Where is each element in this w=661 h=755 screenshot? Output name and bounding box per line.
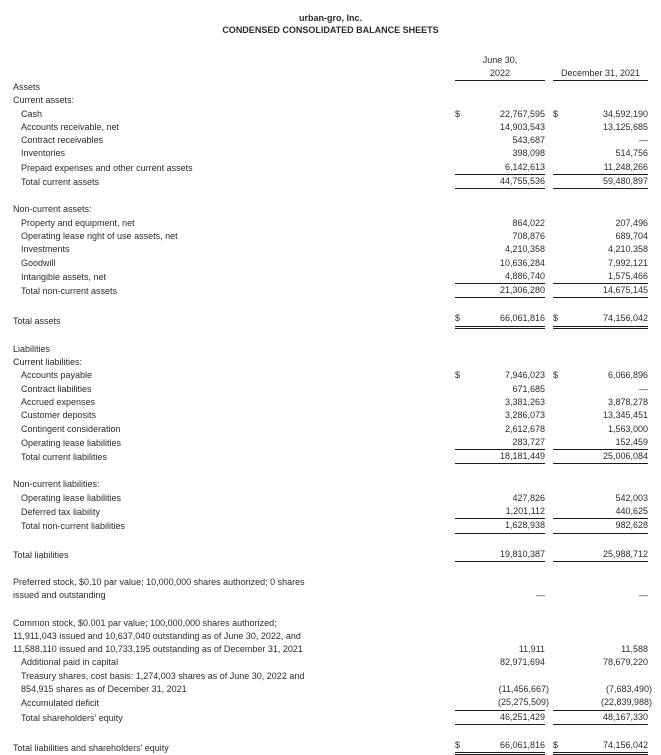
amount-value: 398,098 <box>512 148 545 159</box>
dollar-sign <box>553 134 556 147</box>
dollar-sign <box>455 711 458 724</box>
dollar-sign: $ <box>455 739 461 750</box>
dollar-sign <box>553 161 556 174</box>
amount-cell <box>455 383 545 396</box>
amount-cell <box>455 230 545 243</box>
balance-row <box>13 161 648 175</box>
row-label: Non-current liabilities: <box>13 479 100 490</box>
amount-value: 440,625 <box>615 506 648 517</box>
balance-row <box>13 81 648 94</box>
row-label: Preferred stock, $0.10 par value; 10,000,000 shares authorized; 0 shares issued and outstanding <box>13 576 305 601</box>
amount-value: 514,756 <box>615 148 648 159</box>
balance-row <box>13 478 648 491</box>
dollar-sign <box>553 383 556 396</box>
dollar-sign <box>553 436 556 449</box>
dollar-sign <box>455 284 458 297</box>
row-label: Total liabilities and shareholders' equity <box>13 742 169 753</box>
balance-row <box>13 409 648 422</box>
row-label: Customer deposits <box>21 410 97 421</box>
balance-row <box>13 257 648 270</box>
column-header-row <box>13 54 648 81</box>
balance-row <box>13 492 648 505</box>
amount-value: 152,459 <box>615 436 648 447</box>
amount-cell <box>553 108 648 121</box>
balance-row <box>13 396 648 409</box>
dollar-sign <box>455 134 458 147</box>
amount-cell <box>455 450 545 464</box>
amount-value: (11,456,667) <box>498 683 549 694</box>
row-label: Total current assets <box>21 177 100 188</box>
row-label: Total current liabilities <box>21 452 108 463</box>
dollar-sign <box>553 589 556 602</box>
dollar-sign <box>553 284 556 297</box>
amount-cell <box>455 121 545 134</box>
amount-cell <box>455 257 545 270</box>
amount-value: 1,563,000 <box>607 423 648 434</box>
dollar-sign: $ <box>553 739 559 750</box>
amount-value: 74,156,042 <box>602 739 648 750</box>
amount-value: 4,210,358 <box>607 244 648 255</box>
statement-title: CONDENSED CONSOLIDATED BALANCE SHEETS <box>222 25 439 35</box>
row-label: Common stock, $0.001 par value; 100,000,000 shares authorized; 11,911,043 issued and 10,637,040 outstanding as of June 30, 2022, and 11,588,110 issued and 10,733,195 outstanding as of December 31, 2021 <box>13 617 303 655</box>
amount-value: 689,704 <box>615 230 648 241</box>
amount-value: 708,876 <box>512 230 545 241</box>
balance-row <box>13 670 652 697</box>
amount-cell <box>455 396 545 409</box>
row-label: Current assets: <box>13 95 75 106</box>
amount-value: 14,675,145 <box>602 285 648 296</box>
dollar-sign <box>455 217 458 230</box>
dollar-sign <box>455 147 458 160</box>
amount-cell <box>553 505 648 519</box>
amount-cell <box>455 147 545 160</box>
amount-cell <box>455 284 545 298</box>
amount-value: 543,687 <box>512 135 545 146</box>
dollar-sign <box>455 548 458 561</box>
amount-cell <box>553 369 648 382</box>
dollar-sign <box>455 161 458 174</box>
row-label: Accounts receivable, net <box>21 121 120 132</box>
amount-cell <box>455 548 545 562</box>
amount-value: 66,061,816 <box>499 739 545 750</box>
amount-cell <box>455 683 549 696</box>
column-header-line1: June 30, <box>482 55 518 65</box>
dollar-sign <box>455 121 458 134</box>
amount-cell <box>553 284 648 298</box>
amount-cell <box>553 696 652 710</box>
balance-row <box>13 270 648 284</box>
amount-value: 59,480,897 <box>602 176 648 187</box>
amount-value: 82,971,694 <box>499 657 545 668</box>
amount-value: 13,345,451 <box>602 410 648 421</box>
balance-row <box>13 312 648 328</box>
row-label: Inventories <box>21 148 66 159</box>
dollar-sign <box>455 505 458 518</box>
dollar-sign <box>455 519 458 532</box>
dollar-sign <box>553 450 556 463</box>
company-name: urban-gro, Inc. <box>299 13 362 23</box>
row-label: Intangible assets, net <box>21 271 107 282</box>
amount-value: 13,125,685 <box>602 121 648 132</box>
column-header-label: December 31, 2021 <box>560 68 641 78</box>
amount-cell <box>455 134 545 147</box>
dollar-sign <box>553 656 556 669</box>
amount-cell <box>553 257 648 270</box>
amount-value: 4,886,740 <box>504 270 545 281</box>
amount-cell <box>455 656 545 669</box>
amount-value: 6,066,896 <box>607 370 648 381</box>
amount-cell <box>455 436 545 450</box>
dollar-sign: $ <box>455 370 461 381</box>
row-label: Cash <box>21 108 43 119</box>
amount-value: 46,251,429 <box>499 711 545 722</box>
amount-value: 542,003 <box>615 492 648 503</box>
amount-cell <box>553 217 648 230</box>
dollar-sign <box>553 121 556 134</box>
amount-cell <box>553 589 648 602</box>
row-label: Accumulated deficit <box>21 698 100 709</box>
amount-value: 25,988,712 <box>602 548 648 559</box>
amount-value: 4,210,358 <box>504 244 545 255</box>
amount-cell <box>455 739 545 755</box>
dollar-sign <box>553 519 556 532</box>
amount-value: (25,275,509) <box>497 697 549 708</box>
balance-row <box>13 217 648 230</box>
balance-row <box>13 175 648 189</box>
amount-value: 25,006,084 <box>602 451 648 462</box>
dollar-sign <box>455 492 458 505</box>
dollar-sign <box>455 175 458 188</box>
amount-cell <box>553 134 648 147</box>
dollar-sign <box>553 423 556 436</box>
amount-cell <box>455 711 545 725</box>
dollar-sign <box>553 396 556 409</box>
amount-cell <box>553 656 648 669</box>
amount-cell <box>553 243 648 256</box>
amount-cell <box>455 108 545 121</box>
column-header-line2: 2022 <box>489 68 511 78</box>
row-label: Total non-current assets <box>21 286 118 297</box>
balance-row <box>13 617 648 657</box>
row-label: Operating lease liabilities <box>21 437 122 448</box>
dollar-sign: $ <box>553 313 559 324</box>
dollar-sign <box>553 696 556 709</box>
amount-value: 18,181,449 <box>499 451 545 462</box>
dollar-sign <box>455 643 458 656</box>
row-label: Investments <box>21 244 70 255</box>
row-label: Treasury shares, cost basis: 1,274,003 shares as of June 30, 2022 and 854,915 shares as of December 31, 2021 <box>21 670 305 694</box>
amount-cell <box>553 436 648 450</box>
dollar-sign <box>455 436 458 449</box>
document-title-block <box>13 12 648 36</box>
column-header-june-30-2022 <box>455 54 545 81</box>
balance-row <box>13 230 648 243</box>
dollar-sign <box>553 257 556 270</box>
amount-cell <box>455 589 545 602</box>
amount-cell <box>553 270 648 284</box>
dollar-sign <box>455 257 458 270</box>
dollar-sign <box>455 243 458 256</box>
balance-row <box>13 739 648 755</box>
column-header-line1-spacer <box>553 54 648 67</box>
balance-row <box>13 108 648 121</box>
amount-value: 7,946,023 <box>504 370 545 381</box>
row-label: Additional paid in capital <box>21 657 119 668</box>
row-label: Contract liabilities <box>21 383 92 394</box>
amount-value: 671,685 <box>512 383 545 394</box>
amount-value: 982,628 <box>615 520 648 531</box>
balance-row <box>13 450 648 464</box>
amount-value: 6,142,613 <box>504 161 545 172</box>
balance-row <box>13 343 648 356</box>
row-label: Deferred tax liability <box>21 507 101 518</box>
amount-cell <box>553 121 648 134</box>
balance-row <box>13 94 648 107</box>
balance-row <box>13 696 652 710</box>
dollar-sign <box>553 711 556 724</box>
amount-value: 1,628,938 <box>504 520 545 531</box>
dollar-sign <box>553 270 556 283</box>
amount-cell <box>455 369 545 382</box>
row-label: Contract receivables <box>21 135 104 146</box>
dollar-sign: $ <box>455 313 461 324</box>
amount-value: — <box>639 383 648 394</box>
dollar-sign: $ <box>553 370 559 381</box>
amount-cell <box>553 409 648 422</box>
amount-cell <box>553 396 648 409</box>
balance-sheet-rows <box>13 81 652 755</box>
amount-cell <box>553 312 648 328</box>
dollar-sign <box>455 230 458 243</box>
row-label: Liabilities <box>13 343 51 354</box>
row-label: Total shareholders' equity <box>21 712 123 723</box>
balance-row <box>13 548 648 562</box>
dollar-sign <box>455 270 458 283</box>
amount-value: 3,286,073 <box>504 410 545 421</box>
row-label: Operating lease liabilities <box>21 492 122 503</box>
row-label: Goodwill <box>21 257 56 268</box>
balance-row <box>13 134 648 147</box>
amount-cell <box>553 230 648 243</box>
amount-value: (7,683,490) <box>605 683 652 694</box>
amount-cell <box>553 492 648 505</box>
amount-cell <box>553 711 648 725</box>
balance-row <box>13 656 648 669</box>
balance-row <box>13 576 648 603</box>
row-label: Accounts payable <box>21 370 93 381</box>
row-label: Contingent consideration <box>21 423 121 434</box>
dollar-sign: $ <box>455 108 461 119</box>
balance-row <box>13 519 648 533</box>
dollar-sign <box>455 656 458 669</box>
row-label: Assets <box>13 82 41 92</box>
balance-row <box>13 147 648 160</box>
amount-value: — <box>639 590 648 601</box>
amount-cell <box>455 161 545 175</box>
dollar-sign <box>455 683 458 696</box>
dollar-sign <box>553 643 556 656</box>
amount-cell <box>455 270 545 284</box>
amount-cell <box>553 161 648 175</box>
dollar-sign <box>553 230 556 243</box>
dollar-sign <box>455 589 458 602</box>
balance-row <box>13 369 648 382</box>
amount-value: 1,201,112 <box>505 506 545 517</box>
amount-cell <box>455 409 545 422</box>
row-label: Total liabilities <box>13 549 69 560</box>
row-label: Operating lease right of use assets, net <box>21 230 178 241</box>
amount-cell <box>553 147 648 160</box>
amount-value: 74,156,042 <box>602 313 648 324</box>
amount-value: 21,306,280 <box>499 285 545 296</box>
amount-value: 7,992,121 <box>607 257 648 268</box>
amount-value: 207,496 <box>615 217 648 228</box>
amount-cell <box>553 383 648 396</box>
amount-value: 283,727 <box>512 436 545 447</box>
balance-row <box>13 436 648 450</box>
row-label: Current liabilities: <box>13 357 83 368</box>
amount-value: 864,022 <box>512 217 545 228</box>
amount-value: 427,826 <box>512 492 545 503</box>
row-label: Total assets <box>13 316 61 327</box>
amount-value: 19,810,387 <box>499 548 545 559</box>
amount-cell <box>553 739 648 755</box>
row-label: Total non-current liabilities <box>21 521 126 532</box>
balance-row <box>13 203 648 216</box>
dollar-sign <box>553 217 556 230</box>
amount-value: 22,767,595 <box>499 108 545 119</box>
amount-cell <box>455 217 545 230</box>
dollar-sign <box>553 548 556 561</box>
row-label: Property and equipment, net <box>21 217 135 228</box>
row-label: Non-current assets: <box>13 204 92 215</box>
balance-row <box>13 383 648 396</box>
amount-value: 78,679,220 <box>602 657 648 668</box>
amount-value: 44,755,536 <box>499 176 545 187</box>
amount-cell <box>455 312 545 328</box>
balance-row <box>13 505 648 519</box>
dollar-sign <box>553 492 556 505</box>
balance-row <box>13 121 648 134</box>
amount-cell <box>455 643 545 656</box>
amount-value: — <box>639 135 648 146</box>
dollar-sign <box>553 243 556 256</box>
dollar-sign <box>553 409 556 422</box>
balance-row <box>13 423 648 436</box>
balance-row <box>13 284 648 298</box>
amount-value: (22,839,988) <box>600 697 652 708</box>
dollar-sign <box>553 505 556 518</box>
amount-value: 2,612,678 <box>504 423 545 434</box>
amount-value: 3,381,263 <box>504 396 545 407</box>
amount-cell <box>455 492 545 505</box>
amount-cell <box>455 519 545 533</box>
amount-cell <box>553 423 648 436</box>
amount-value: 11,911 <box>518 644 545 655</box>
amount-cell <box>455 696 549 710</box>
amount-cell <box>455 423 545 436</box>
balance-row <box>13 356 648 369</box>
amount-value: 1,575,466 <box>607 270 648 281</box>
column-header-december-31-2021 <box>553 54 648 81</box>
amount-cell <box>553 175 648 189</box>
balance-row <box>13 711 648 725</box>
amount-cell <box>455 175 545 189</box>
amount-cell <box>455 243 545 256</box>
dollar-sign <box>455 383 458 396</box>
amount-value: 10,636,284 <box>499 257 545 268</box>
dollar-sign: $ <box>553 108 559 119</box>
amount-cell <box>553 643 648 656</box>
amount-value: 11,588 <box>621 644 648 655</box>
dollar-sign <box>553 147 556 160</box>
dollar-sign <box>455 696 458 709</box>
amount-cell <box>553 683 652 696</box>
row-label: Accrued expenses <box>21 396 96 407</box>
dollar-sign <box>553 175 556 188</box>
amount-cell <box>553 548 648 562</box>
amount-cell <box>553 450 648 464</box>
amount-value: — <box>536 590 545 601</box>
dollar-sign <box>455 396 458 409</box>
dollar-sign <box>455 423 458 436</box>
balance-row <box>13 243 648 256</box>
dollar-sign <box>455 409 458 422</box>
amount-value: 3,878,278 <box>607 396 648 407</box>
row-label: Prepaid expenses and other current assets <box>21 162 193 173</box>
dollar-sign <box>553 683 556 696</box>
amount-cell <box>455 505 545 519</box>
amount-cell <box>553 519 648 533</box>
amount-value: 14,903,543 <box>499 121 545 132</box>
amount-value: 34,592,190 <box>602 108 648 119</box>
dollar-sign <box>455 450 458 463</box>
amount-value: 11,248,266 <box>603 161 648 172</box>
amount-value: 66,061,816 <box>499 313 545 324</box>
amount-value: 48,167,330 <box>602 711 648 722</box>
